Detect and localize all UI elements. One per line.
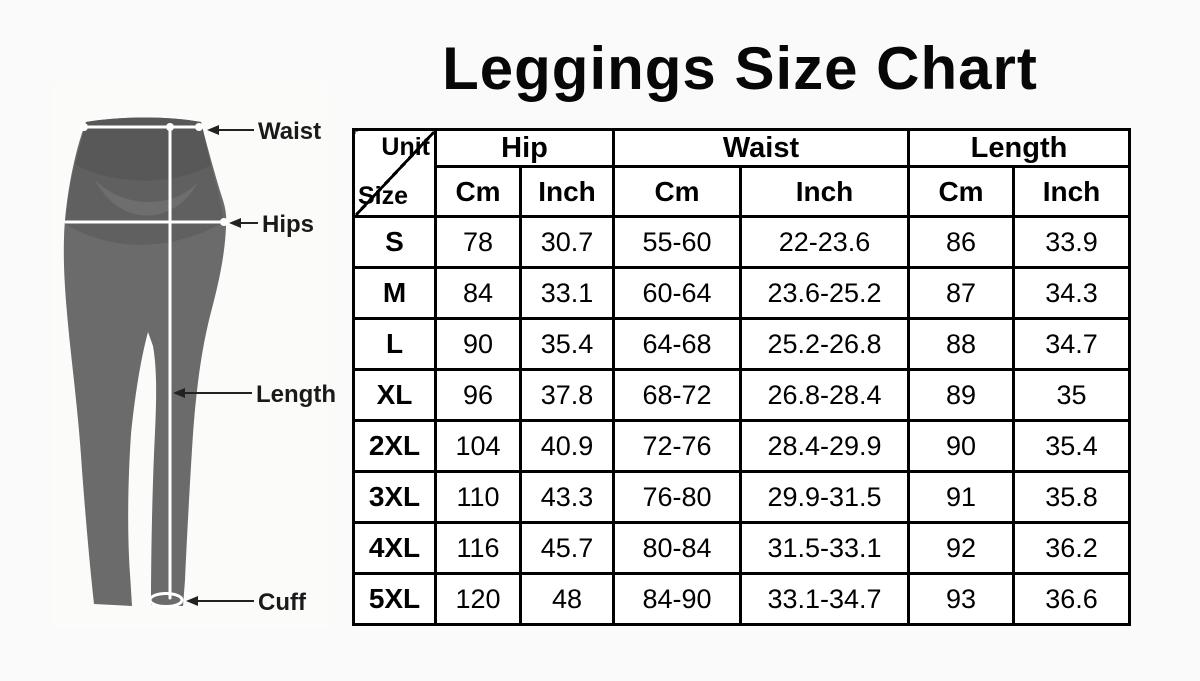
value-cell: 33.1 [521,268,614,319]
value-cell: 35.4 [521,319,614,370]
length-inch-header: Inch [1014,167,1130,217]
size-label-cell: 4XL [354,523,436,574]
value-cell: 90 [909,421,1014,472]
value-cell: 110 [436,472,521,523]
value-cell: 48 [521,574,614,625]
value-cell: 37.8 [521,370,614,421]
value-cell: 22-23.6 [741,217,909,268]
hips-label: Hips [262,211,315,238]
value-cell: 120 [436,574,521,625]
value-cell: 33.9 [1014,217,1130,268]
value-cell: 92 [909,523,1014,574]
value-cell: 29.9-31.5 [741,472,909,523]
value-cell: 90 [436,319,521,370]
value-cell: 45.7 [521,523,614,574]
size-label-cell: L [354,319,436,370]
column-group-length: Length [909,130,1130,167]
value-cell: 93 [909,574,1014,625]
value-cell: 25.2-26.8 [741,319,909,370]
size-row-m [354,268,1130,319]
value-cell: 96 [436,370,521,421]
value-cell: 84-90 [614,574,741,625]
value-cell: 30.7 [521,217,614,268]
leggings-measurement-diagram [40,80,340,640]
value-cell: 76-80 [614,472,741,523]
value-cell: 26.8-28.4 [741,370,909,421]
waist-cm-header: Cm [614,167,741,217]
hip-inch-header: Inch [521,167,614,217]
size-row-xl [354,370,1130,421]
page-title: Leggings Size Chart [442,35,1038,102]
size-label-cell: 5XL [354,574,436,625]
value-cell: 34.7 [1014,319,1130,370]
value-cell: 36.2 [1014,523,1130,574]
value-cell: 55-60 [614,217,741,268]
value-cell: 31.5-33.1 [741,523,909,574]
waist-label: Waist [258,118,322,145]
leggings-diagram-svg [40,80,340,640]
size-row-4xl [354,523,1130,574]
size-label-cell: 2XL [354,421,436,472]
value-cell: 87 [909,268,1014,319]
header-unit-row [354,167,1130,217]
value-cell: 36.6 [1014,574,1130,625]
measure-dot [80,123,88,131]
size-row-2xl [354,421,1130,472]
size-label-cell: S [354,217,436,268]
length-label: Length [256,381,336,408]
value-cell: 68-72 [614,370,741,421]
value-cell: 35 [1014,370,1130,421]
value-cell: 28.4-29.9 [741,421,909,472]
size-label-cell: XL [354,370,436,421]
size-row-3xl [354,472,1130,523]
header-group-row [354,130,1130,167]
value-cell: 78 [436,217,521,268]
size-row-l [354,319,1130,370]
value-cell: 34.3 [1014,268,1130,319]
value-cell: 33.1-34.7 [741,574,909,625]
value-cell: 35.8 [1014,472,1130,523]
value-cell: 64-68 [614,319,741,370]
value-cell: 84 [436,268,521,319]
cuff-label: Cuff [258,589,306,616]
value-cell: 91 [909,472,1014,523]
corner-unit-size-cell [354,130,436,217]
hip-cm-header: Cm [436,167,521,217]
value-cell: 43.3 [521,472,614,523]
value-cell: 40.9 [521,421,614,472]
size-row-s [354,217,1130,268]
value-cell: 89 [909,370,1014,421]
column-group-waist: Waist [614,130,909,167]
size-chart-table [352,128,1131,626]
corner-size-label: Size [358,182,409,210]
value-cell: 72-76 [614,421,741,472]
value-cell: 116 [436,523,521,574]
column-group-hip: Hip [436,130,614,167]
waist-inch-header: Inch [741,167,909,217]
size-row-5xl [354,574,1130,625]
length-cm-header: Cm [909,167,1014,217]
value-cell: 60-64 [614,268,741,319]
value-cell: 86 [909,217,1014,268]
value-cell: 88 [909,319,1014,370]
value-cell: 35.4 [1014,421,1130,472]
corner-unit-label: Unit [381,133,430,161]
measure-dot [220,218,228,226]
value-cell: 80-84 [614,523,741,574]
value-cell: 104 [436,421,521,472]
measure-dot [195,123,203,131]
value-cell: 23.6-25.2 [741,268,909,319]
size-label-cell: M [354,268,436,319]
size-label-cell: 3XL [354,472,436,523]
measure-dot [166,123,174,131]
